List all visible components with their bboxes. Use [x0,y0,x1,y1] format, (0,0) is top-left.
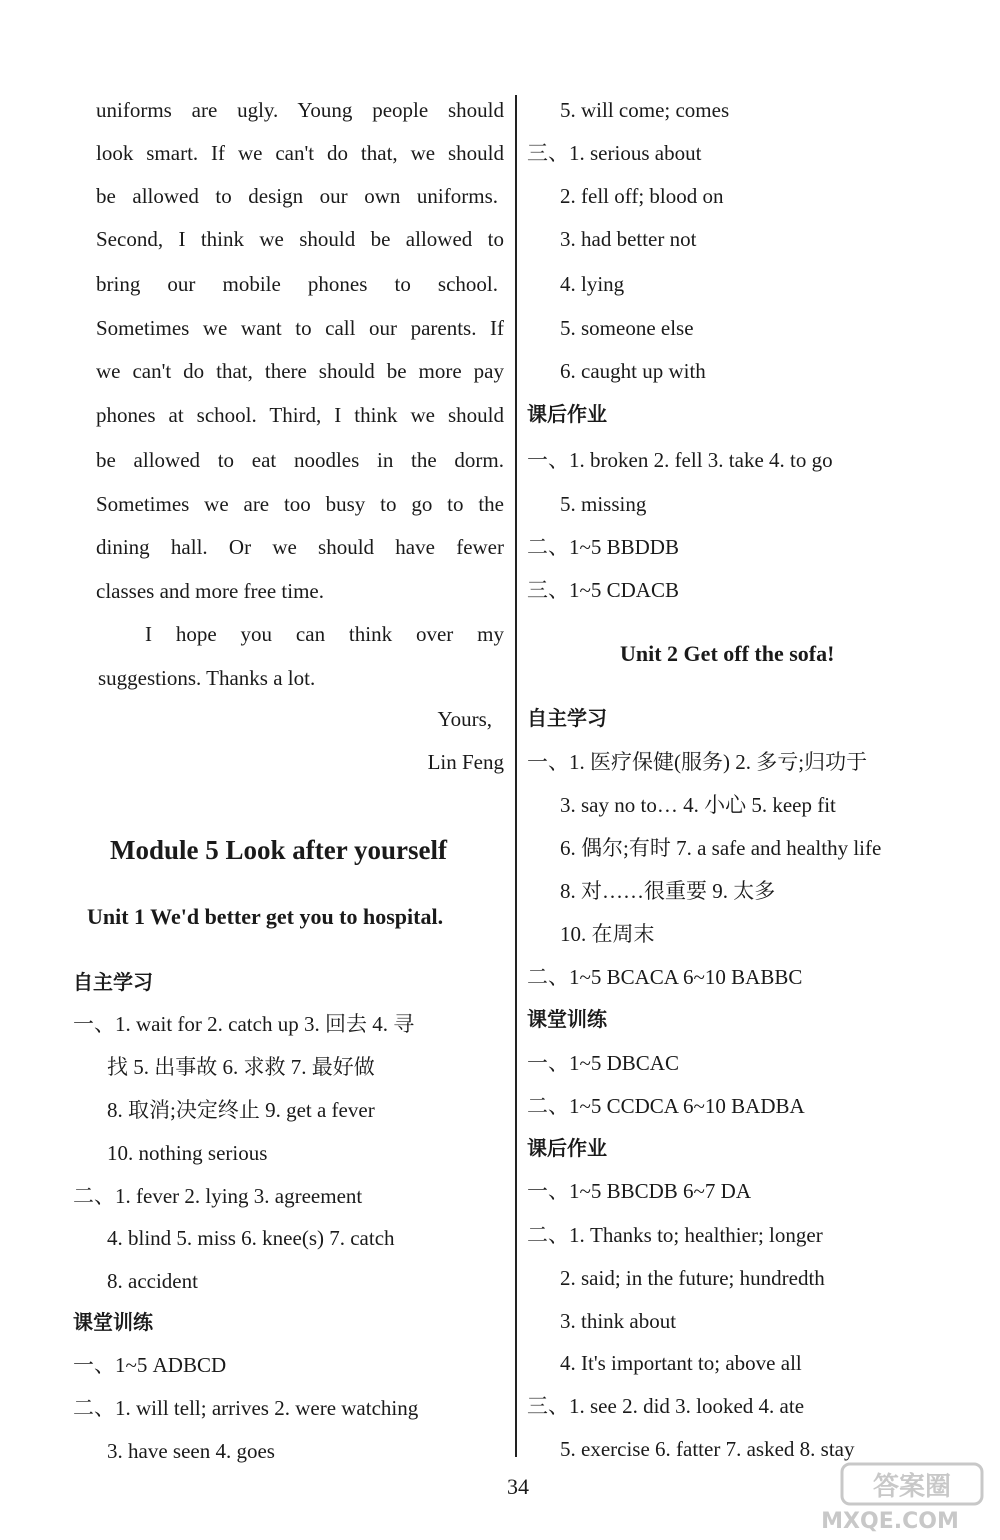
answer-line: 一、1~5 ADBCD [73,1353,227,1377]
letter-closing: Yours, [437,707,492,731]
answer-line: 一、1~5 BBCDB 6~7 DA [527,1179,751,1203]
answer-line: 10. nothing serious [107,1141,268,1165]
answer-line: 三、1~5 CDACB [527,578,679,602]
answer-line: 5. will come; comes [560,98,730,122]
section-heading: 自主学习 [527,706,607,730]
answer-line: 一、1~5 DBCAC [527,1051,679,1075]
letter-line: Sometimes we are too busy to go to the [96,492,504,516]
answer-line: 二、1. will tell; arrives 2. were watching [73,1396,419,1420]
watermark-top-text: 答案圈 [872,1472,952,1502]
answer-line: 8. accident [107,1269,198,1293]
answer-line: 二、1~5 CCDCA 6~10 BADBA [527,1094,805,1118]
section-heading: 自主学习 [73,970,153,994]
answer-line: 5. missing [560,492,647,516]
answer-line: 4. blind 5. miss 6. knee(s) 7. catch [107,1226,395,1250]
letter-line: Second, I think we should be allowed to [96,227,504,251]
answer-line: 二、1~5 BBDDB [527,535,679,559]
section-heading: 课后作业 [527,402,607,426]
letter-line: uniforms are ugly. Young people should [96,98,504,122]
answer-line: 二、1~5 BCACA 6~10 BABBC [527,965,803,989]
answer-line: 一、1. broken 2. fell 3. take 4. to go [527,448,833,472]
answer-line: 8. 取消;决定终止 9. get a fever [107,1098,375,1122]
answer-line: 2. said; in the future; hundredth [560,1266,825,1290]
watermark-logo [772,1462,992,1534]
letter-line: phones at school. Third, I think we should [96,403,504,427]
unit-title: Unit 2 Get off the sofa! [620,641,835,666]
letter-line: be allowed to design our own uniforms. [96,184,498,208]
answer-line: 二、1. fever 2. lying 3. agreement [73,1184,363,1208]
answer-line: 4. It's important to; above all [560,1351,802,1375]
section-heading: 课堂训练 [527,1007,607,1031]
page-number: 34 [507,1474,529,1499]
answer-line: 6. caught up with [560,359,706,383]
answer-line: 6. 偶尔;有时 7. a safe and healthy life [560,836,882,860]
answer-line: 一、1. wait for 2. catch up 3. 回去 4. 寻 [73,1012,415,1036]
answer-line: 8. 对……很重要 9. 太多 [560,879,776,903]
column-divider [515,95,517,1457]
letter-line: I hope you can think over my [145,622,504,646]
answer-line: 3. say no to… 4. 小心 5. keep fit [560,793,836,817]
answer-line: 3. had better not [560,227,697,251]
answer-line: 2. fell off; blood on [560,184,724,208]
answer-line: 4. lying [560,272,625,296]
letter-signature: Lin Feng [427,750,504,774]
answer-line: 3. have seen 4. goes [107,1439,275,1463]
answer-line: 5. exercise 6. fatter 7. asked 8. stay [560,1437,855,1461]
answer-line: 5. someone else [560,316,694,340]
answer-line: 二、1. Thanks to; healthier; longer [527,1223,823,1247]
letter-line: Sometimes we want to call our parents. If [96,316,504,340]
watermark-bottom-text: MXQE.COM [821,1509,959,1534]
section-heading: 课后作业 [527,1136,607,1160]
section-heading: 课堂训练 [73,1310,153,1334]
letter-line: look smart. If we can't do that, we should [96,141,504,165]
answer-line: 三、1. see 2. did 3. looked 4. ate [527,1394,805,1418]
module-title: Module 5 Look after yourself [110,835,447,865]
letter-line: suggestions. Thanks a lot. [98,666,316,690]
answer-line: 一、1. 医疗保健(服务) 2. 多亏;归功于 [527,750,868,774]
answer-line: 3. think about [560,1309,677,1333]
unit-title: Unit 1 We'd better get you to hospital. [87,904,444,929]
answer-line: 找 5. 出事故 6. 求救 7. 最好做 [107,1055,375,1079]
letter-line: bring our mobile phones to school. [96,272,498,296]
letter-line: we can't do that, there should be more pay [96,359,504,383]
letter-line: classes and more free time. [96,579,324,603]
letter-line: be allowed to eat noodles in the dorm. [96,448,504,472]
letter-line: dining hall. Or we should have fewer [96,535,504,559]
answer-line: 10. 在周末 [560,922,655,946]
answer-line: 三、1. serious about [527,141,702,165]
